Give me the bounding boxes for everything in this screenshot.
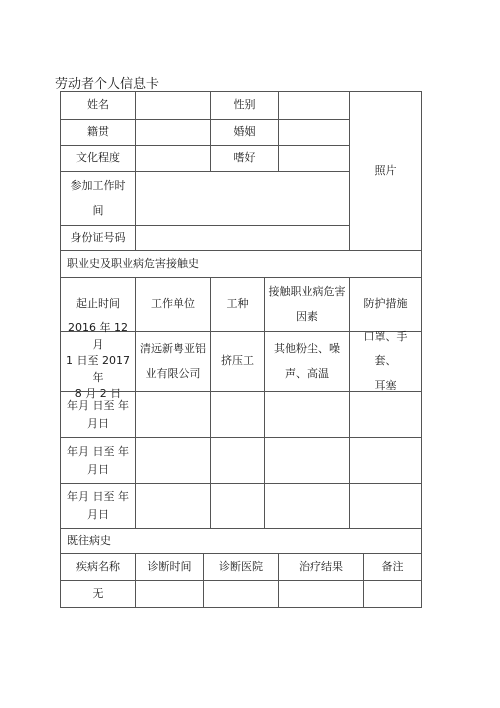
row1-period-line2: 1 日至 2017年 bbox=[66, 354, 130, 384]
row3-job-type bbox=[210, 437, 265, 484]
name-label: 姓名 bbox=[60, 91, 136, 120]
photo-box: 照片 bbox=[349, 91, 422, 251]
row2-period-line1: 年月 日至 年 bbox=[67, 398, 129, 412]
medical-row1-disease: 无 bbox=[60, 580, 136, 608]
row3-hazard bbox=[264, 437, 350, 484]
id-label: 身份证号码 bbox=[60, 225, 136, 251]
row1-hazard bbox=[264, 331, 350, 392]
gender-value bbox=[278, 91, 350, 120]
page-title: 劳动者个人信息卡 bbox=[55, 77, 160, 92]
row3-period-line2: 月日 bbox=[87, 462, 109, 476]
header-hazard-line1: 接触职业病危害 bbox=[268, 285, 346, 299]
row4-employer bbox=[135, 483, 211, 529]
medical-row1-hospital bbox=[203, 580, 279, 608]
education-label: 文化程度 bbox=[60, 145, 136, 172]
row1-period-line1: 2016 年 12 月 bbox=[68, 321, 128, 351]
row1-period-line3: 8 月 2 日 bbox=[74, 387, 122, 401]
hobby-label: 嗜好 bbox=[210, 145, 279, 172]
row2-period bbox=[60, 391, 136, 438]
row3-employer bbox=[135, 437, 211, 484]
native-place-label: 籍贯 bbox=[60, 119, 136, 146]
header-result: 治疗结果 bbox=[278, 553, 364, 581]
row1-employer-line2: 业有限公司 bbox=[145, 366, 201, 380]
row2-hazard bbox=[264, 391, 350, 438]
row1-employer-line1: 清远新粤亚铝 bbox=[140, 342, 206, 356]
row1-hazard-line2: 声、高温 bbox=[285, 366, 329, 380]
header-hazard bbox=[264, 277, 350, 332]
marriage-label: 婚姻 bbox=[210, 119, 279, 146]
row1-hazard-line1: 其他粉尘、噪 bbox=[274, 342, 340, 356]
header-remarks: 备注 bbox=[363, 553, 422, 581]
row4-job-type bbox=[210, 483, 265, 529]
header-hazard-line2: 因素 bbox=[296, 309, 318, 323]
row4-period-line2: 月日 bbox=[87, 508, 109, 521]
row3-protection bbox=[349, 437, 422, 484]
education-value bbox=[135, 145, 211, 172]
hobby-value bbox=[278, 145, 350, 172]
gender-label: 性别 bbox=[210, 91, 279, 120]
row2-protection bbox=[349, 391, 422, 438]
id-value bbox=[135, 225, 350, 251]
row3-period-line1: 年月 日至 年 bbox=[67, 444, 129, 458]
medical-row1-result bbox=[278, 580, 364, 608]
work-start-label-line1: 参加工作时 bbox=[70, 179, 126, 193]
row4-period bbox=[60, 483, 136, 529]
row4-hazard bbox=[264, 483, 350, 529]
medical-row1-diagnosis-time bbox=[135, 580, 204, 608]
medical-row1-remarks bbox=[363, 580, 422, 608]
native-place-value bbox=[135, 119, 211, 146]
medical-section-title: 既往病史 bbox=[60, 528, 422, 554]
header-period: 起止时间 bbox=[60, 277, 136, 332]
work-start-label-line2: 间 bbox=[92, 203, 104, 217]
row4-protection bbox=[349, 483, 422, 529]
header-hospital: 诊断医院 bbox=[203, 553, 279, 581]
row1-protection-line1: 口罩、手套、 bbox=[363, 330, 408, 368]
marriage-value bbox=[278, 119, 350, 146]
row2-job-type bbox=[210, 391, 265, 438]
header-protection: 防护措施 bbox=[349, 277, 422, 332]
header-employer: 工作单位 bbox=[135, 277, 211, 332]
row1-employer bbox=[135, 331, 211, 392]
row1-protection bbox=[349, 331, 422, 392]
row4-period-line1: 年月 日至 年 bbox=[67, 490, 129, 504]
work-start-label bbox=[60, 171, 136, 226]
row2-employer bbox=[135, 391, 211, 438]
header-disease: 疾病名称 bbox=[60, 553, 136, 581]
header-diagnosis-time: 诊断时间 bbox=[135, 553, 204, 581]
occupation-section-title: 职业史及职业病危害接触史 bbox=[60, 250, 422, 278]
row1-protection-line2: 耳塞 bbox=[374, 378, 397, 392]
work-start-value bbox=[135, 171, 350, 226]
row2-period-line2: 月日 bbox=[87, 416, 109, 430]
row1-job-type: 挤压工 bbox=[210, 331, 265, 392]
row1-period bbox=[60, 321, 136, 401]
name-value bbox=[135, 91, 211, 120]
header-job-type: 工种 bbox=[210, 277, 265, 332]
row3-period bbox=[60, 437, 136, 484]
